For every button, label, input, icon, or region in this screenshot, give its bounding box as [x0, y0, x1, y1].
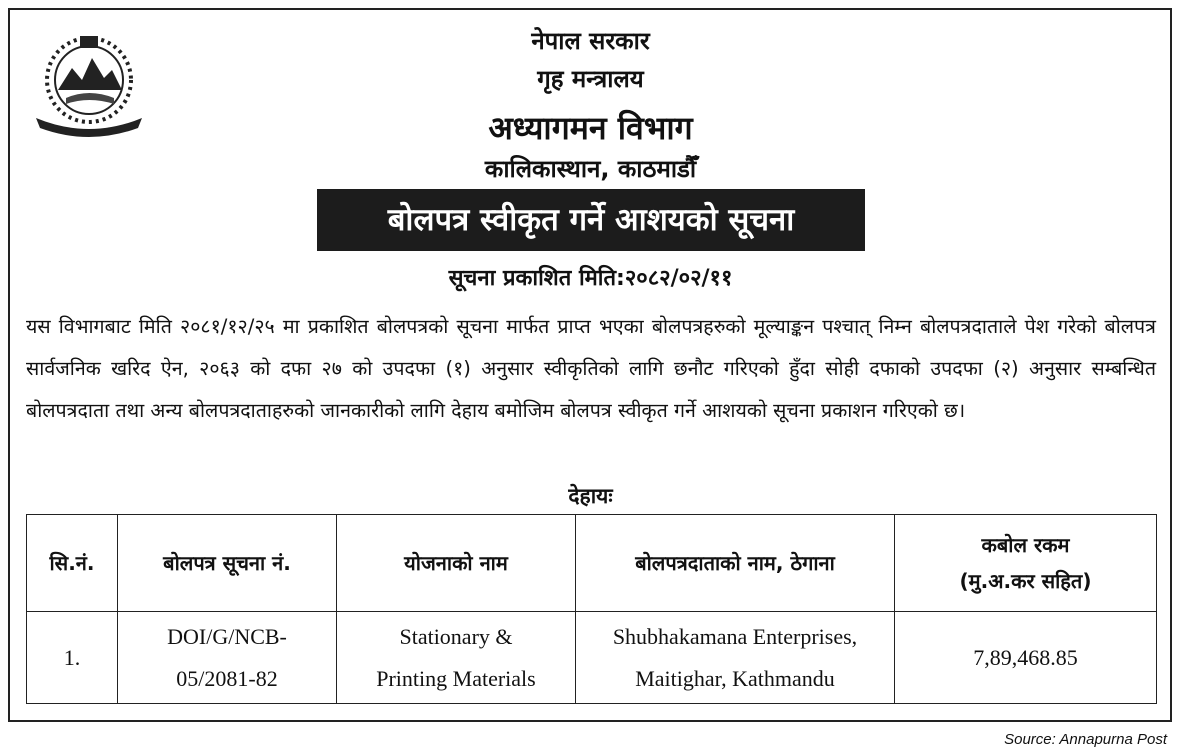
cell-bidder-line1: Shubhakamana Enterprises,: [612, 623, 858, 649]
col-header-amount: [895, 515, 1157, 612]
table-row: [27, 612, 1157, 704]
cell-project: [337, 612, 576, 704]
cell-notice-no: [118, 612, 337, 704]
ministry-name: गृह मन्त्रालय: [537, 65, 644, 93]
cell-project-line1: Stationary &: [399, 623, 513, 649]
schedule-label: देहायः: [568, 484, 613, 508]
cell-notice-no-line1: DOI/G/NCB-: [167, 623, 287, 649]
col-header-sn: सि.नं.: [27, 515, 118, 612]
cell-notice-no-line2: 05/2081-82: [176, 665, 278, 691]
cell-amount: 7,89,468.85: [895, 612, 1157, 704]
office-location: कालिकास्थान, काठमाडौँ: [484, 155, 697, 183]
department-name: अध्यागमन विभाग: [488, 109, 693, 147]
notice-title-banner: बोलपत्र स्वीकृत गर्ने आशयको सूचना: [317, 189, 865, 251]
cell-bidder: [576, 612, 895, 704]
cell-bidder-line2: Maitighar, Kathmandu: [635, 665, 835, 691]
col-header-amount-line1: कबोल रकम: [981, 533, 1070, 557]
source-credit: Source: Annapurna Post: [1004, 731, 1167, 748]
col-header-bidder: बोलपत्रदाताको नाम, ठेगाना: [576, 515, 895, 612]
bid-table: [26, 514, 1157, 704]
government-name: नेपाल सरकार: [531, 27, 650, 55]
col-header-notice-no: बोलपत्र सूचना नं.: [118, 515, 337, 612]
col-header-amount-line2: (मु.अ.कर सहित): [959, 569, 1092, 593]
published-date: सूचना प्रकाशित मिति:२०८२/०२/११: [448, 266, 733, 291]
cell-sn: 1.: [27, 612, 118, 704]
notice-body: यस विभागबाट मिति २०८१/१२/२५ मा प्रकाशित बोलपत्रको सूचना मार्फत प्राप्त भएका बोलपत्रहरुको मूल्याङ्कन पश्चात् निम्न बोलपत्रदाताले पेश गरेको बोलपत्र सार्वजनिक खरिद ऐन, २०६३ को दफा २७ को उपदफा (१) अनुसार स्वीकृतिको लागि छनौट गरिएको हुँदा सोही दफाको उपदफा (२) अनुसार सम्बन्धित बोलपत्रदाता तथा अन्य बोलपत्रदाताहरुको जानकारीको लागि देहाय बमोजिम बोलपत्र स्वीकृत गर्ने आशयको सूचना प्रकाशन गरिएको छ।: [26, 315, 1156, 422]
table-header-row: [27, 515, 1157, 612]
cell-project-line2: Printing Materials: [376, 665, 536, 691]
col-header-project: योजनाको नाम: [337, 515, 576, 612]
